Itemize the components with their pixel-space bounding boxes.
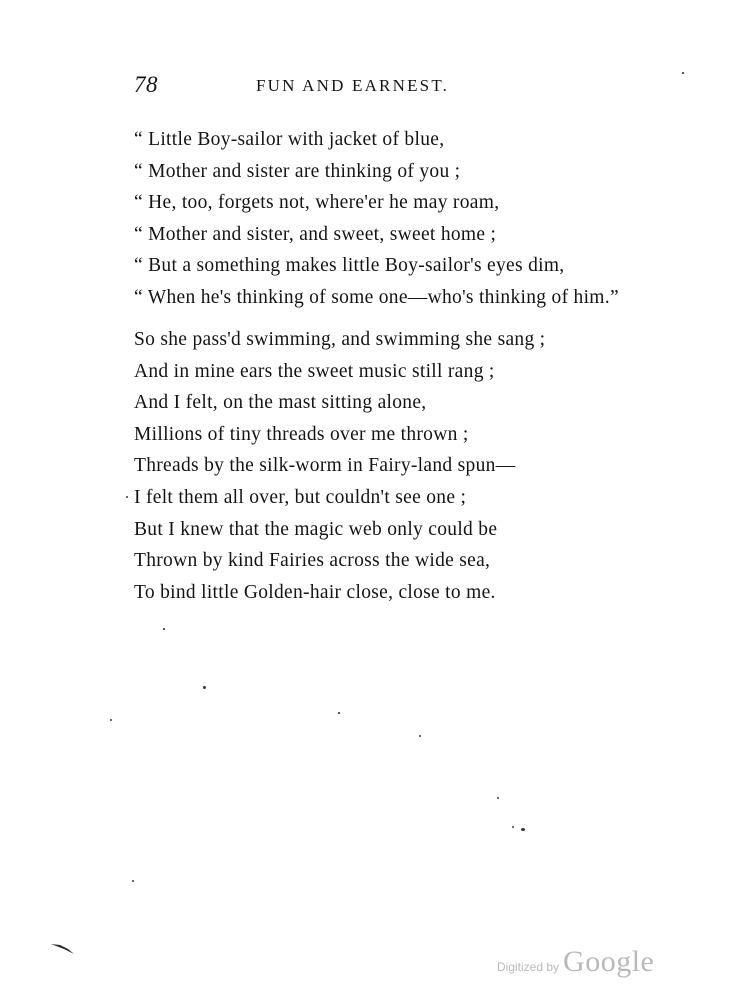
scan-speck (497, 797, 499, 799)
watermark-prefix: Digitized by (497, 960, 560, 974)
poem-line: I felt them all over, but couldn't see one ; (134, 486, 467, 508)
poem-line: And in mine ears the sweet music still rang ; (134, 360, 495, 382)
running-title: FUN AND EARNEST. (256, 76, 450, 95)
scan-speck (682, 72, 684, 74)
poem-line: “ Little Boy-sailor with jacket of blue, (134, 129, 445, 150)
poem-line: “ But a something makes little Boy-sailor's eyes dim, (134, 255, 565, 277)
page-number: 78 (134, 72, 158, 97)
poem-line: Millions of tiny threads over me thrown ; (134, 423, 469, 445)
poem-line: “ Mother and sister, and sweet, sweet home ; (134, 223, 497, 245)
watermark-brand: Google (563, 945, 655, 978)
poem-line: And I felt, on the mast sitting alone, (134, 392, 427, 414)
scan-speck (338, 712, 340, 714)
poem-line: Thrown by kind Fairies across the wide sea, (134, 550, 491, 572)
scan-speck (110, 719, 112, 721)
scan-speck (203, 686, 206, 689)
stanza-1 (134, 124, 619, 314)
poem-line: “ When he's thinking of some one—who's thinking of him.” (134, 286, 619, 308)
poem-line: “ He, too, forgets not, where'er he may roam, (134, 192, 500, 214)
scan-mark-icon (50, 942, 76, 956)
scan-speck (163, 628, 165, 630)
poem-line: Threads by the silk-worm in Fairy-land spun— (134, 455, 516, 477)
scan-speck (126, 496, 128, 498)
scan-speck (512, 826, 514, 828)
scan-speck (521, 828, 525, 831)
poem-line: “ Mother and sister are thinking of you ; (134, 160, 461, 182)
scan-speck (132, 880, 134, 882)
poem-line: But I knew that the magic web only could be (134, 518, 498, 540)
scan-speck (419, 735, 421, 737)
stanza-2 (134, 324, 545, 608)
poem-line: So she pass'd swimming, and swimming she sang ; (134, 329, 546, 350)
poem-line: To bind little Golden-hair close, close to me. (134, 581, 496, 603)
digitized-watermark (497, 945, 654, 979)
